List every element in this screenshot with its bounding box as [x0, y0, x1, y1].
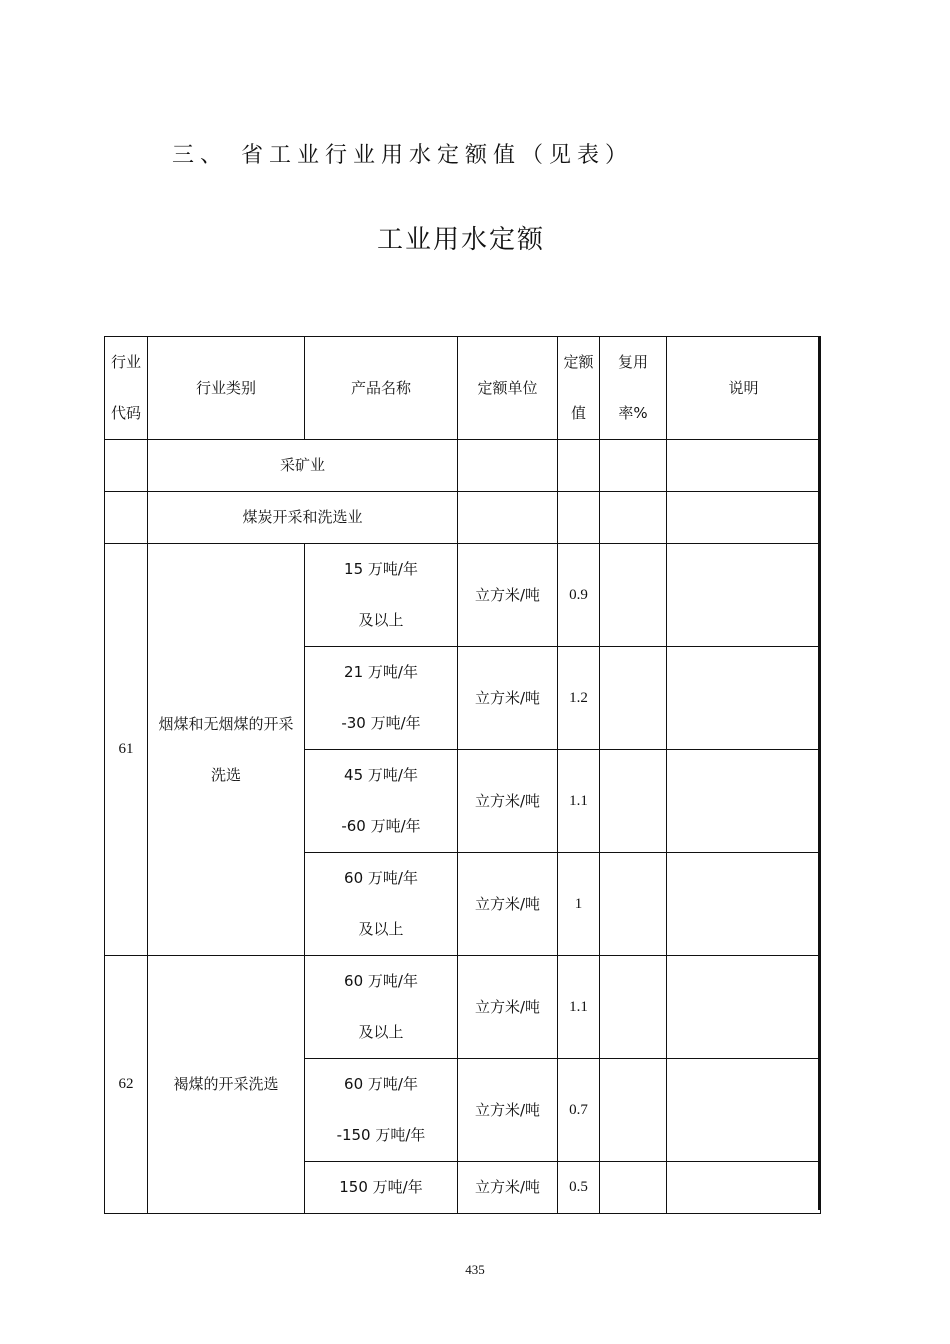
section-heading: 三、 省工业行业用水定额值（见表） [172, 143, 633, 168]
section-row [105, 492, 821, 544]
quota-value: 1.1 [558, 750, 600, 853]
industry-code: 61 [105, 544, 148, 956]
water-quota-table [104, 336, 821, 1214]
product-name: 60 万吨/年 -150 万吨/年 [305, 1059, 458, 1162]
quota-value: 1 [558, 853, 600, 956]
quota-value: 0.9 [558, 544, 600, 647]
product-name: 21 万吨/年 -30 万吨/年 [305, 647, 458, 750]
section-label: 煤炭开采和洗选业 [148, 492, 458, 544]
quota-value: 1.1 [558, 956, 600, 1059]
table-row [105, 956, 821, 1059]
quota-unit: 立方米/吨 [458, 1162, 558, 1214]
product-name: 15 万吨/年 及以上 [305, 544, 458, 647]
product-name: 60 万吨/年 及以上 [305, 956, 458, 1059]
section-row [105, 440, 821, 492]
industry-category: 褐煤的开采洗选 [148, 956, 305, 1214]
product-name: 60 万吨/年 及以上 [305, 853, 458, 956]
header-unit: 定额单位 [458, 337, 558, 440]
header-value: 定额 值 [558, 337, 600, 440]
section-label: 采矿业 [148, 440, 458, 492]
quota-unit: 立方米/吨 [458, 544, 558, 647]
industry-code: 62 [105, 956, 148, 1214]
quota-unit: 立方米/吨 [458, 853, 558, 956]
header-product: 产品名称 [305, 337, 458, 440]
header-category: 行业类别 [148, 337, 305, 440]
table-header-row [105, 337, 821, 440]
table-title: 工业用水定额 [376, 225, 545, 255]
quota-unit: 立方米/吨 [458, 956, 558, 1059]
quota-unit: 立方米/吨 [458, 1059, 558, 1162]
quota-value: 0.7 [558, 1059, 600, 1162]
quota-value: 1.2 [558, 647, 600, 750]
quota-unit: 立方米/吨 [458, 647, 558, 750]
table-row [105, 544, 821, 647]
product-name: 45 万吨/年 -60 万吨/年 [305, 750, 458, 853]
quota-unit: 立方米/吨 [458, 750, 558, 853]
table-right-border [818, 336, 820, 1210]
product-name: 150 万吨/年 [305, 1162, 458, 1214]
header-note: 说明 [667, 337, 821, 440]
quota-value: 0.5 [558, 1162, 600, 1214]
industry-category: 烟煤和无烟煤的开采 洗选 [148, 544, 305, 956]
page-number: 435 [465, 1262, 485, 1277]
header-reuse-rate: 复用 率% [600, 337, 667, 440]
header-code: 行业 代码 [105, 337, 148, 440]
